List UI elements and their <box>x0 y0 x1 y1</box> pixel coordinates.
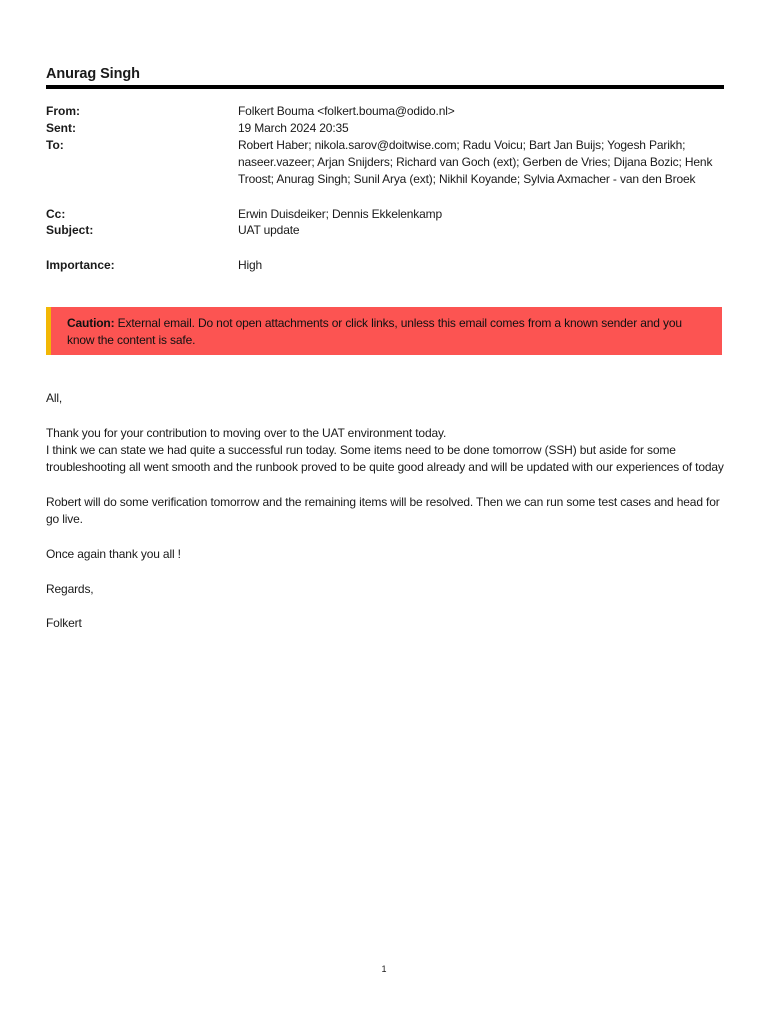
importance-label: Importance: <box>46 258 115 272</box>
from-label: From: <box>46 104 80 118</box>
body-greeting: All, <box>46 391 63 405</box>
header-rule <box>46 85 724 89</box>
sent-label: Sent: <box>46 121 76 135</box>
cc-label: Cc: <box>46 207 66 221</box>
caution-text: External email. Do not open attachments or click links, unless this email comes from a known sender and you know the content is safe. <box>67 316 682 347</box>
caution-banner <box>46 307 722 355</box>
sent-value: 19 March 2024 20:35 <box>238 121 349 135</box>
cc-value: Erwin Duisdeiker; Dennis Ekkelenkamp <box>238 207 443 221</box>
importance-value: High <box>238 258 263 272</box>
body-paragraph-line: Robert will do some verification tomorrow and the remaining items will be resolved. Then we can run some test cases and head for go live. <box>46 495 720 527</box>
subject-value: UAT update <box>238 223 300 237</box>
from-value: Folkert Bouma <folkert.bouma@odido.nl> <box>238 104 455 118</box>
document-owner-name: Anurag Singh <box>46 66 140 82</box>
body-paragraph-line: Thank you for your contribution to moving over to the UAT environment today. <box>46 426 447 440</box>
page-number: 1 <box>381 964 387 974</box>
subject-label: Subject: <box>46 223 94 237</box>
body-regards: Regards, <box>46 582 94 596</box>
to-value: Robert Haber; nikola.sarov@doitwise.com; Radu Voicu; Bart Jan Buijs; Yogesh Parikh; naseer.vazeer; Arjan Snijders; Richard van Goch (ext); Gerben de Vries; Dijana Bozic; Henk Troost; Anurag Singh; Sunil Arya (ext); Nikhil Koyande; Sylvia Axmacher - van den Broek <box>238 138 713 186</box>
body-paragraph-line: I think we can state we had quite a successful run today. Some items need to be done tomorrow (SSH) but aside for some troubleshooting all went smooth and the runbook proved to be quite good already and will be updated with our experiences of today <box>46 443 724 475</box>
to-label: To: <box>46 138 64 152</box>
body-signature: Folkert <box>46 616 82 630</box>
body-thanks: Once again thank you all ! <box>46 547 181 561</box>
caution-label: Caution: <box>67 316 115 330</box>
